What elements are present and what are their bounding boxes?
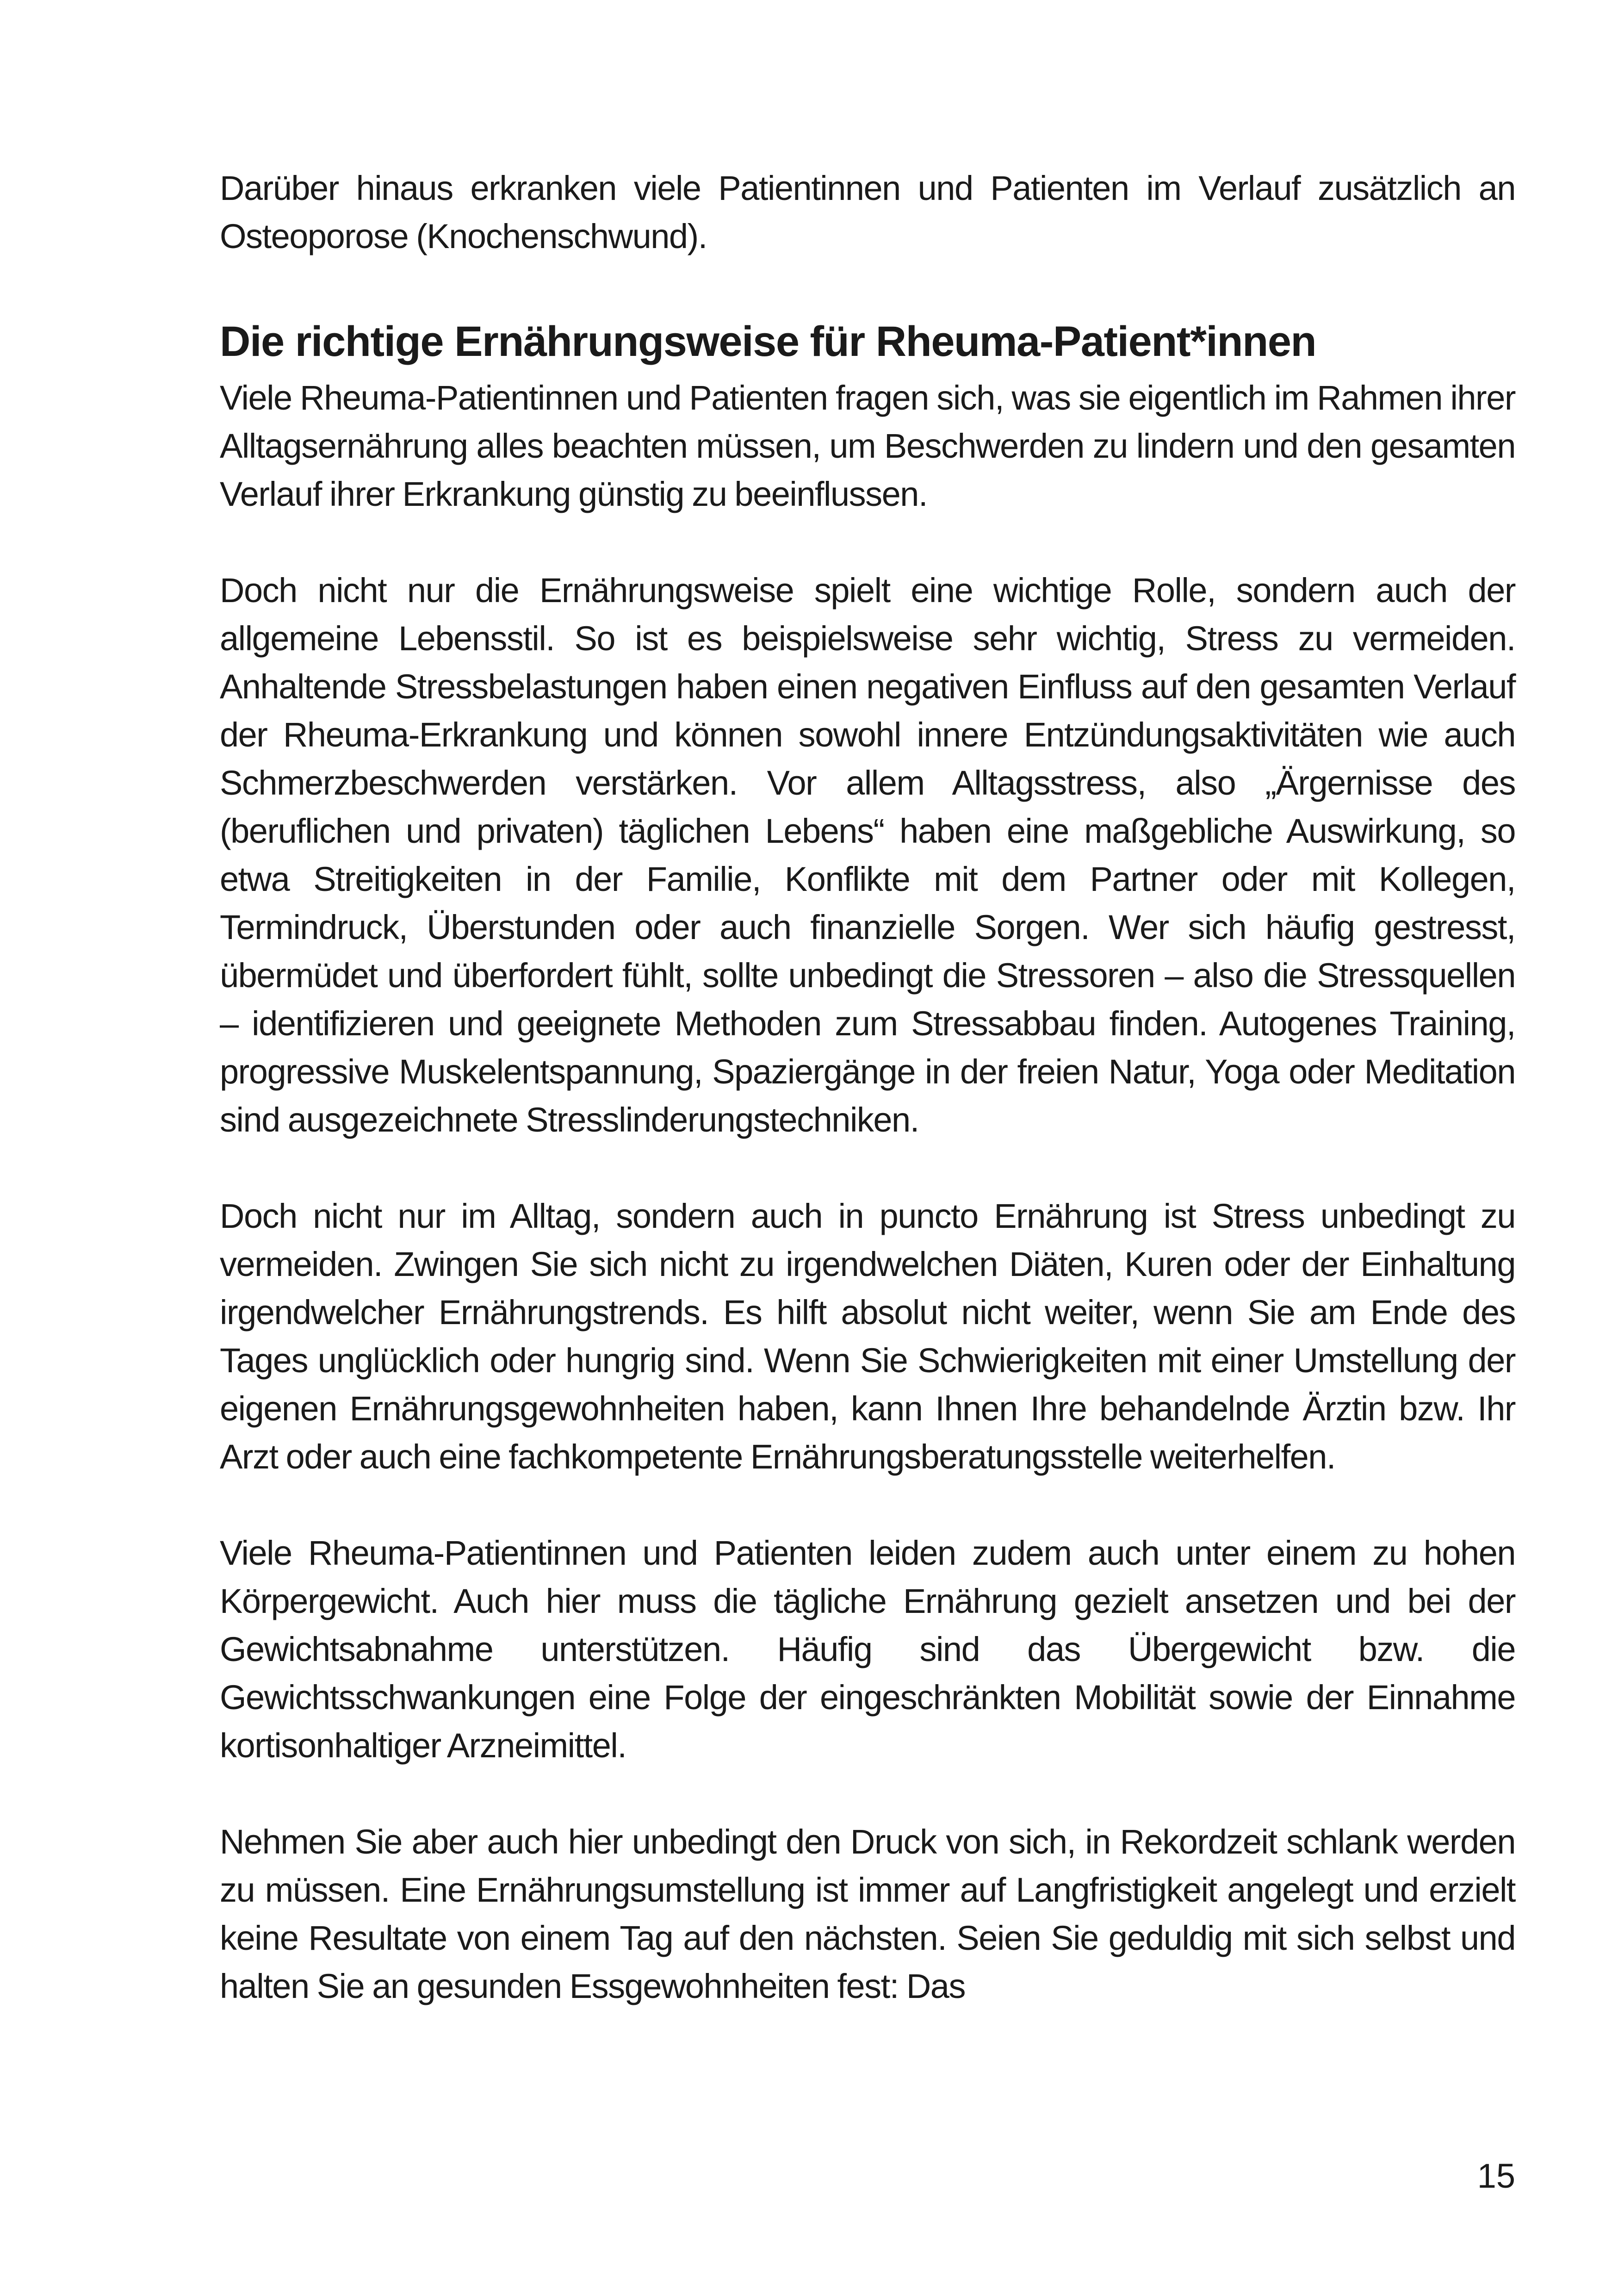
intro-paragraph: Darüber hinaus erkranken viele Patientinnen und Patienten im Verlauf zusätzlich an Osteoporose (Knochenschwund).	[220, 169, 1515, 255]
paragraph-diet-stress: Doch nicht nur im Alltag, sondern auch in puncto Ernährung ist Stress unbedingt zu vermeiden. Zwingen Sie sich nicht zu irgendwelchen Diäten, Kuren oder der Einhaltung irgendwelcher Ernährungstrends. Es hilft absolut nicht weiter, wenn Sie am Ende des Tages unglücklich oder hungrig sind. Wenn Sie Schwierigkeiten mit einer Umstellung der eigenen Ernährungsgewohnheiten haben, kann Ihnen Ihre behandelnde Ärztin bzw. Ihr Arzt oder auch eine fachkompetente Ernährungsberatungsstelle weiterhelfen.	[220, 1197, 1515, 1476]
paragraph-no-pressure: Nehmen Sie aber auch hier unbedingt den Druck von sich, in Rekordzeit schlank werden zu müssen. Eine Ernährungsumstellung ist immer auf Langfristigkeit angelegt und erzielt keine Resultate von einem Tag auf den nächsten. Seien Sie geduldig mit sich selbst und halten Sie an gesunden Essgewohnheiten fest: Das	[220, 1823, 1515, 2005]
paragraph-nutrition-questions: Viele Rheuma-Patientinnen und Patienten fragen sich, was sie eigentlich im Rahmen ihrer Alltagsernährung alles beachten müssen, um Beschwerden zu lindern und den gesamten Verlauf ihrer Erkrankung günstig zu beeinflussen.	[220, 379, 1515, 513]
paragraph-lifestyle-stress: Doch nicht nur die Ernährungsweise spielt eine wichtige Rolle, sondern auch der allgemeine Lebensstil. So ist es beispielsweise sehr wichtig, Stress zu vermeiden. Anhaltende Stressbelastungen haben einen negativen Einfluss auf den gesamten Verlauf der Rheuma-Erkrankung und können sowohl innere Entzündungsaktivitäten wie auch Schmerzbeschwerden verstärken. Vor allem Alltagsstress, also „Ärgernisse des (beruflichen und privaten) täglichen Lebens“ haben eine maßgebliche Auswirkung, so etwa Streitigkeiten in der Familie, Konflikte mit dem Partner oder mit Kollegen, Termindruck, Überstunden oder auch finanzielle Sorgen. Wer sich häufig gestresst, übermüdet und überfordert fühlt, sollte unbedingt die Stressoren – also die Stressquellen – identifizieren und geeignete Methoden zum Stressabbau finden. Autogenes Training, progressive Muskelentspannung, Spaziergänge in der freien Natur, Yoga oder Meditation sind ausgezeichnete Stresslinderungstechniken.	[220, 571, 1515, 1139]
page-body	[220, 164, 1515, 2010]
section-heading: Die richtige Ernährungsweise für Rheuma-Patient*innen	[220, 318, 1316, 365]
page-number: 15	[1477, 2157, 1515, 2195]
paragraph-body-weight: Viele Rheuma-Patientinnen und Patienten leiden zudem auch unter einem zu hohen Körpergewicht. Auch hier muss die tägliche Ernährung gezielt ansetzen und bei der Gewichtsabnahme unterstützen. Häufig sind das Übergewicht bzw. die Gewichtsschwankungen eine Folge der eingeschränkten Mobilität sowie der Einnahme kortisonhaltiger Arzneimittel.	[220, 1534, 1515, 1765]
